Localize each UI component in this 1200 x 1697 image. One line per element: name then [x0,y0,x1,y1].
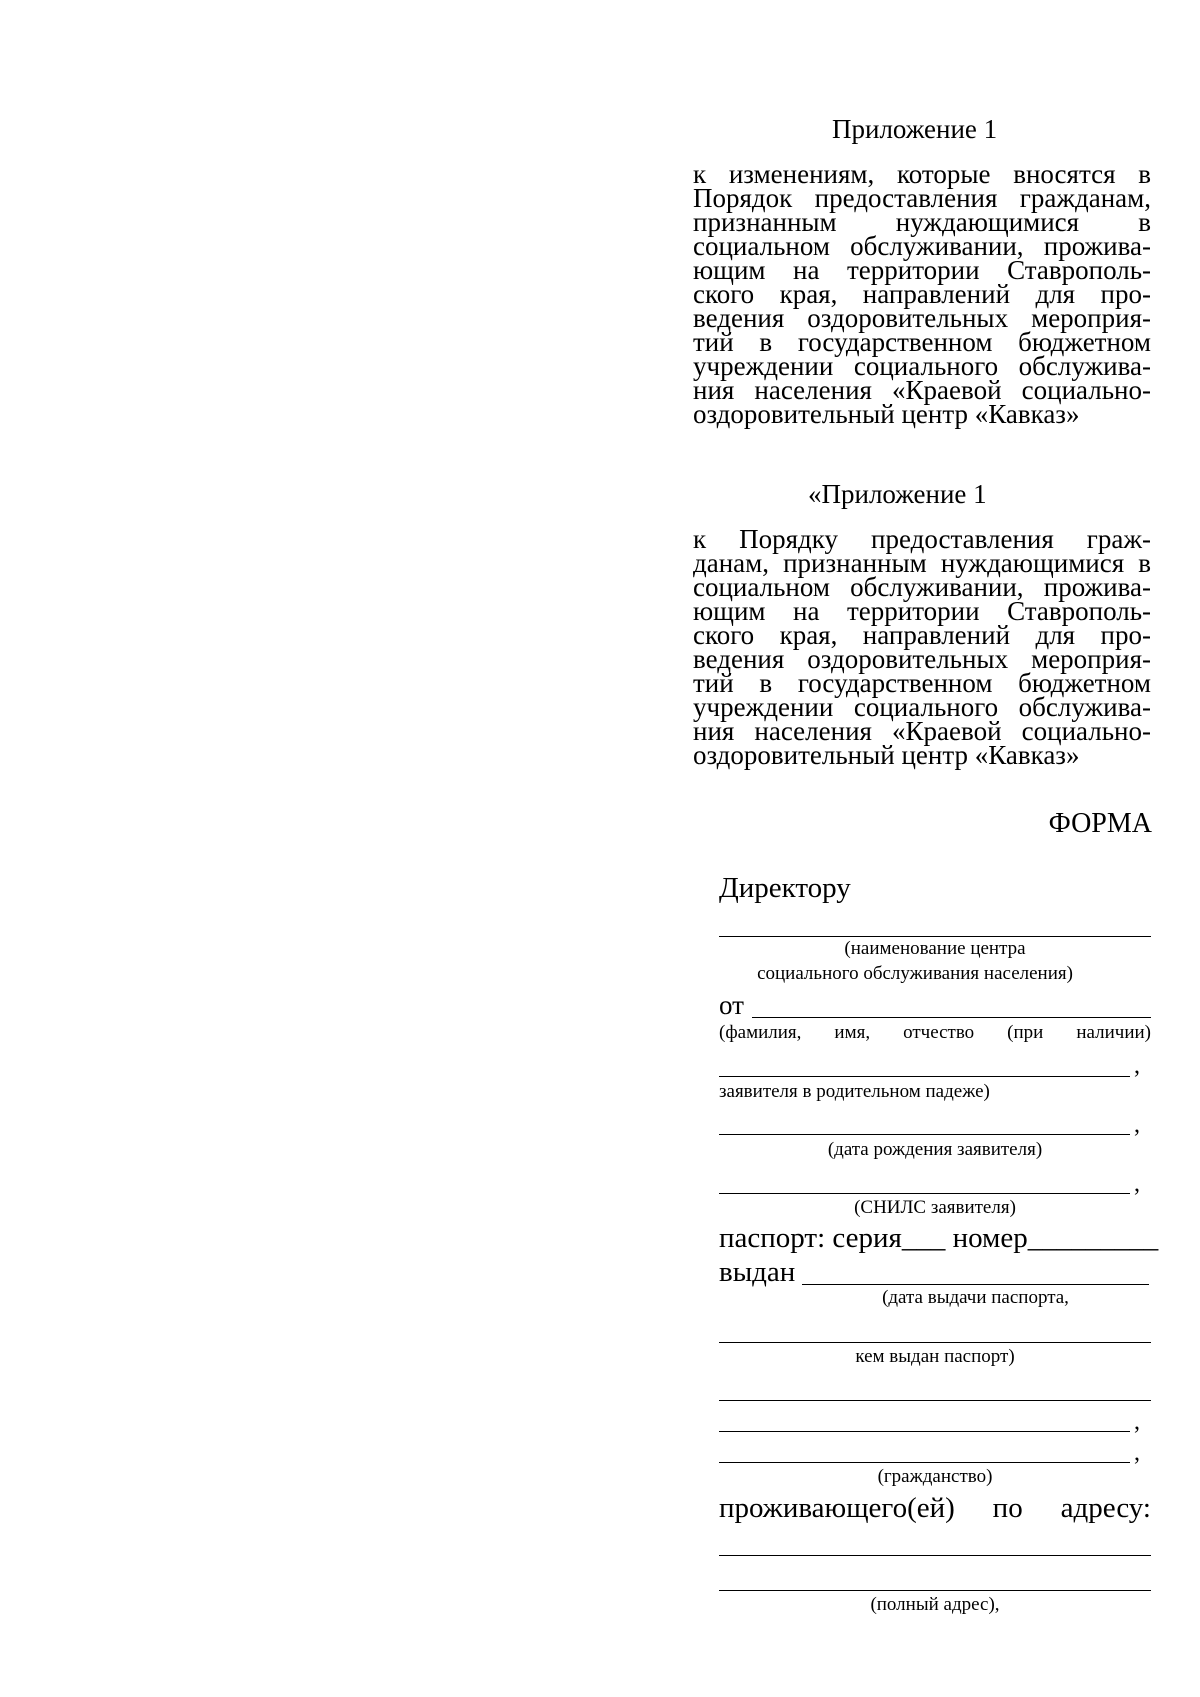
residing-label [719,1492,1151,1525]
quoted-appendix-line: учреждении социального обслужива- [693,692,1151,722]
appendix-description [693,159,1151,429]
director-label: Директору [719,872,851,904]
appendix-description-line: социальном обслуживании, прожива- [693,231,1151,261]
appendix-description-line: признанным нуждающимися в [693,207,1151,237]
quoted-appendix-line: ющим на территории Ставрополь- [693,596,1151,626]
appendix-description-line: Порядок предоставления гражданам, [693,183,1151,213]
quoted-appendix-line: оздоровительный центр «Кавказ» [693,740,1080,770]
quoted-appendix-line: социальном обслуживании, прожива- [693,572,1151,602]
center-caption-1: (наименование центра [844,938,1026,959]
issued-by-line[interactable] [719,1342,1151,1343]
address-caption: (полный адрес), [870,1594,1000,1615]
citizenship-line-3[interactable] [719,1462,1130,1463]
center-caption-2: социального обслуживания населения) [757,963,1073,984]
residing-word: проживающего(ей) [719,1492,955,1524]
issued-label: выдан [719,1256,796,1288]
quoted-appendix-line: ния населения «Краевой социально- [693,716,1151,746]
passport-line[interactable]: паспорт: серия___ номер_________ [719,1222,1159,1254]
residing-word: адресу: [1060,1492,1151,1524]
quoted-appendix-line: тий в государственном бюджетном [693,668,1151,698]
snils-caption: (СНИЛС заявителя) [854,1197,1016,1218]
comma: , [1134,1409,1140,1435]
appendix-description-line: оздоровительный центр «Кавказ» [693,399,1080,429]
quoted-appendix-line: ведения оздоровительных мероприя- [693,644,1151,674]
quoted-appendix-title: «Приложение 1 [808,479,987,509]
comma: , [1134,1440,1140,1466]
birth-caption: (дата рождения заявителя) [827,1139,1043,1160]
citizenship-line-2[interactable] [719,1431,1130,1432]
citizenship-caption: (гражданство) [877,1466,993,1487]
appendix-description-line: ния населения «Краевой социально- [693,375,1151,405]
appendix-description-line: ведения оздоровительных мероприя- [693,303,1151,333]
quoted-appendix-line: данам, признанным нуждающимися в [693,548,1151,578]
comma: , [1134,1112,1140,1138]
fio-caption [719,1022,1151,1044]
appendix-description-line: ского края, направлений для про- [693,279,1151,309]
address-line-1[interactable] [719,1555,1151,1556]
applicant-name-line-2[interactable] [719,1076,1130,1077]
appendix-description-line: учреждении социального обслужива- [693,351,1151,381]
center-name-line[interactable] [719,936,1151,937]
issue-date-caption: (дата выдачи паспорта, [882,1287,1069,1308]
citizenship-line-1[interactable] [719,1400,1151,1401]
appendix-description-line: к изменениям, которые вносятся в [693,159,1151,189]
quoted-appendix-description [693,524,1151,770]
issued-line[interactable] [802,1284,1149,1285]
issued-by-caption: кем выдан паспорт) [855,1346,1015,1367]
quoted-appendix-line: к Порядку предоставления граж- [693,524,1151,554]
appendix-description-line: ющим на территории Ставрополь- [693,255,1151,285]
snils-line[interactable] [719,1193,1130,1194]
comma: , [1134,1053,1140,1079]
fio-caption-2: заявителя в родительном падеже) [719,1081,990,1102]
appendix-title: Приложение 1 [832,114,998,144]
address-line-2[interactable] [719,1590,1151,1591]
fio-caption-text: (фамилия, имя, отчество (при наличии) [719,1022,1151,1043]
appendix-description-line: тий в государственном бюджетном [693,327,1151,357]
comma: , [1134,1171,1140,1197]
residing-word: по [992,1492,1023,1524]
quoted-appendix-line: ского края, направлений для про- [693,620,1151,650]
birth-date-line[interactable] [719,1134,1130,1135]
from-label: от [719,990,744,1020]
form-label: ФОРМА [1048,808,1152,839]
applicant-name-line[interactable] [752,1017,1151,1018]
